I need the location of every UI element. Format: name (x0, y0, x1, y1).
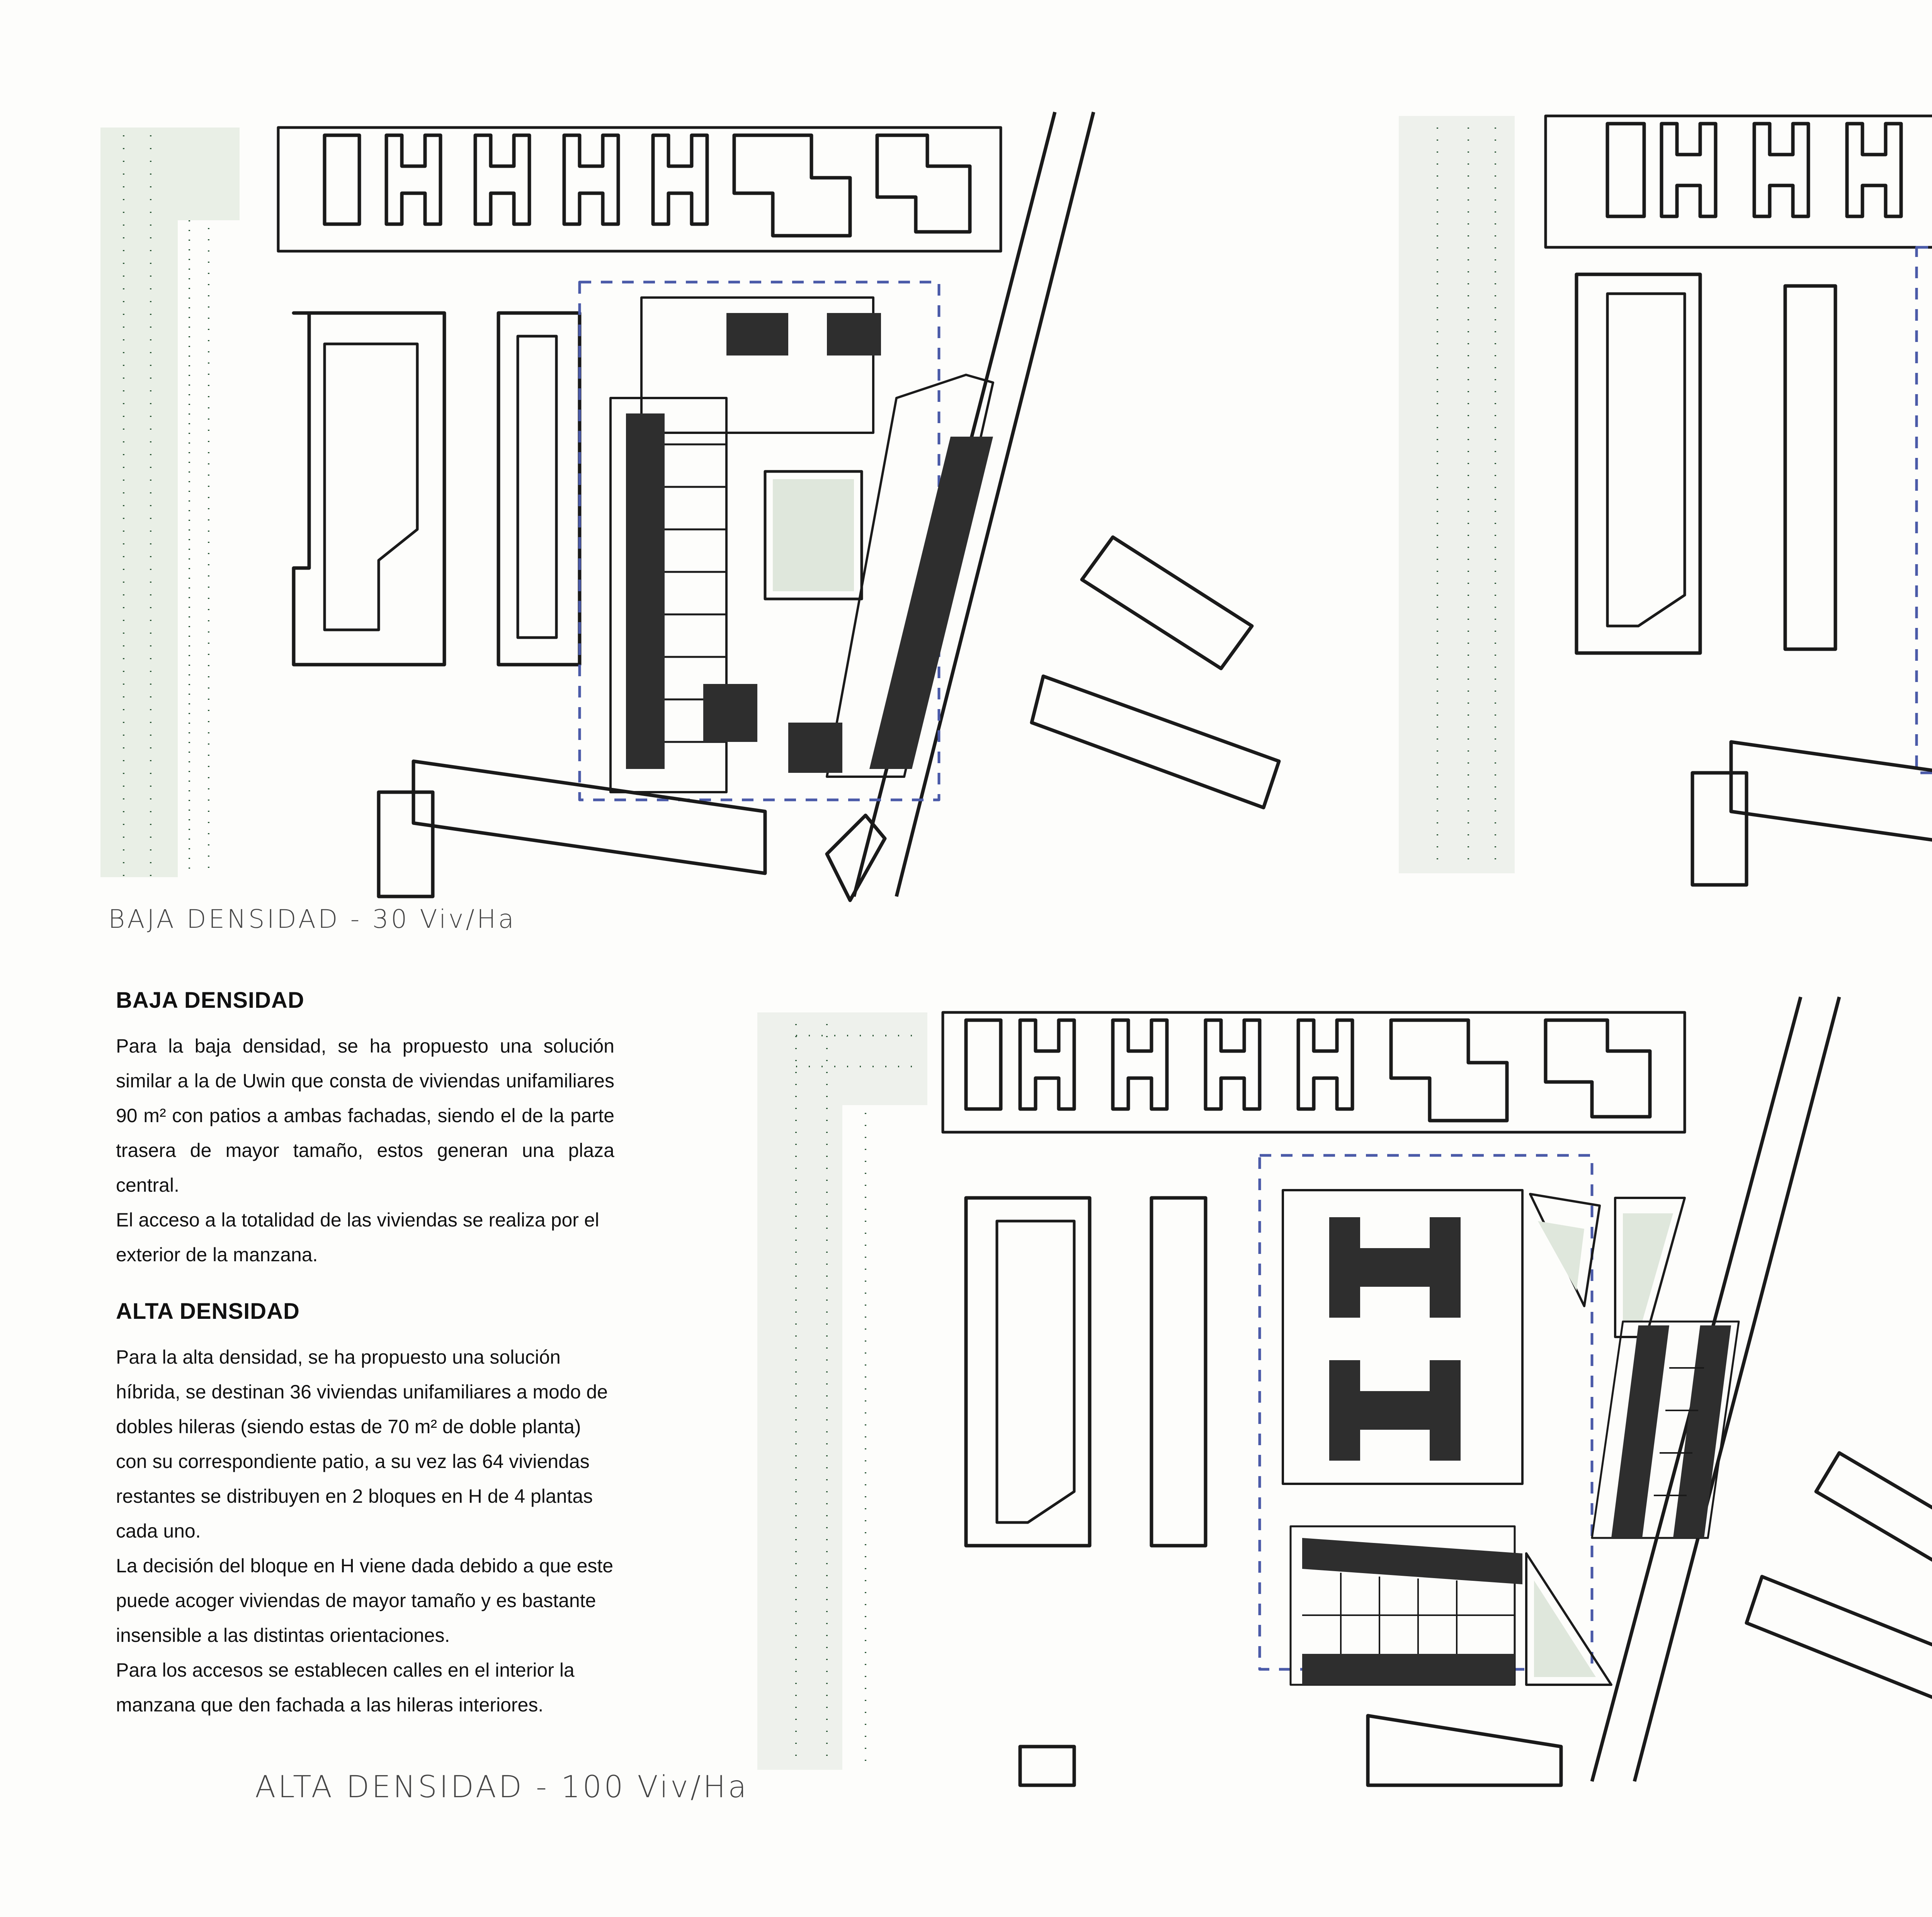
text-alta-p3: Para los accesos se establecen calles en el interior la manzana que den fachada a las hileras interiores. (116, 1659, 575, 1716)
plan-baja-densidad (93, 104, 1310, 908)
h-block-north (1329, 1217, 1461, 1318)
text-alta-p1: Para la alta densidad, se ha propuesto una solución híbrida, se destinan 36 viviendas unifamiliares a modo de dobles hileras (siendo estas de 70 m² de doble planta) con su correspondiente patio, a su vez las 64 viviendas restantes se distribuyen en 2 bloques en H de 4 plantas cada uno. (116, 1346, 608, 1542)
park-strip (757, 1012, 927, 1770)
plan-caption-alta: ALTA DENSIDAD - 100 Viv/Ha (255, 1770, 749, 1805)
plan-media-densidad (1391, 93, 1932, 904)
h-block-south (1329, 1360, 1461, 1461)
text-baja-p1: Para la baja densidad, se ha propuesto una solución similar a la de Uwin que consta de viviendas unifamiliares 90 m² con patios a ambas fachadas, siendo el de la parte trasera de mayor tamaño, estos generan una plaza central. (116, 1035, 614, 1196)
text-baja-densidad (116, 987, 614, 1272)
park-strip (100, 128, 240, 877)
plan-caption-baja: BAJA DENSIDAD - 30 Viv/Ha (108, 904, 516, 934)
text-baja-title: BAJA DENSIDAD (116, 988, 304, 1013)
text-alta-title: ALTA DENSIDAD (116, 1299, 300, 1324)
text-alta-p2: La decisión del bloque en H viene dada debido a que este puede acoger viviendas de mayor tamaño y es bastante insensible a las distintas orientaciones. (116, 1555, 614, 1646)
text-baja-p2: El acceso a la totalidad de las viviendas se realiza por el exterior de la manzana. (116, 1209, 599, 1266)
plan-alta-densidad (750, 989, 1932, 1797)
text-alta-densidad (116, 1298, 614, 1722)
park-strip (1399, 116, 1515, 873)
